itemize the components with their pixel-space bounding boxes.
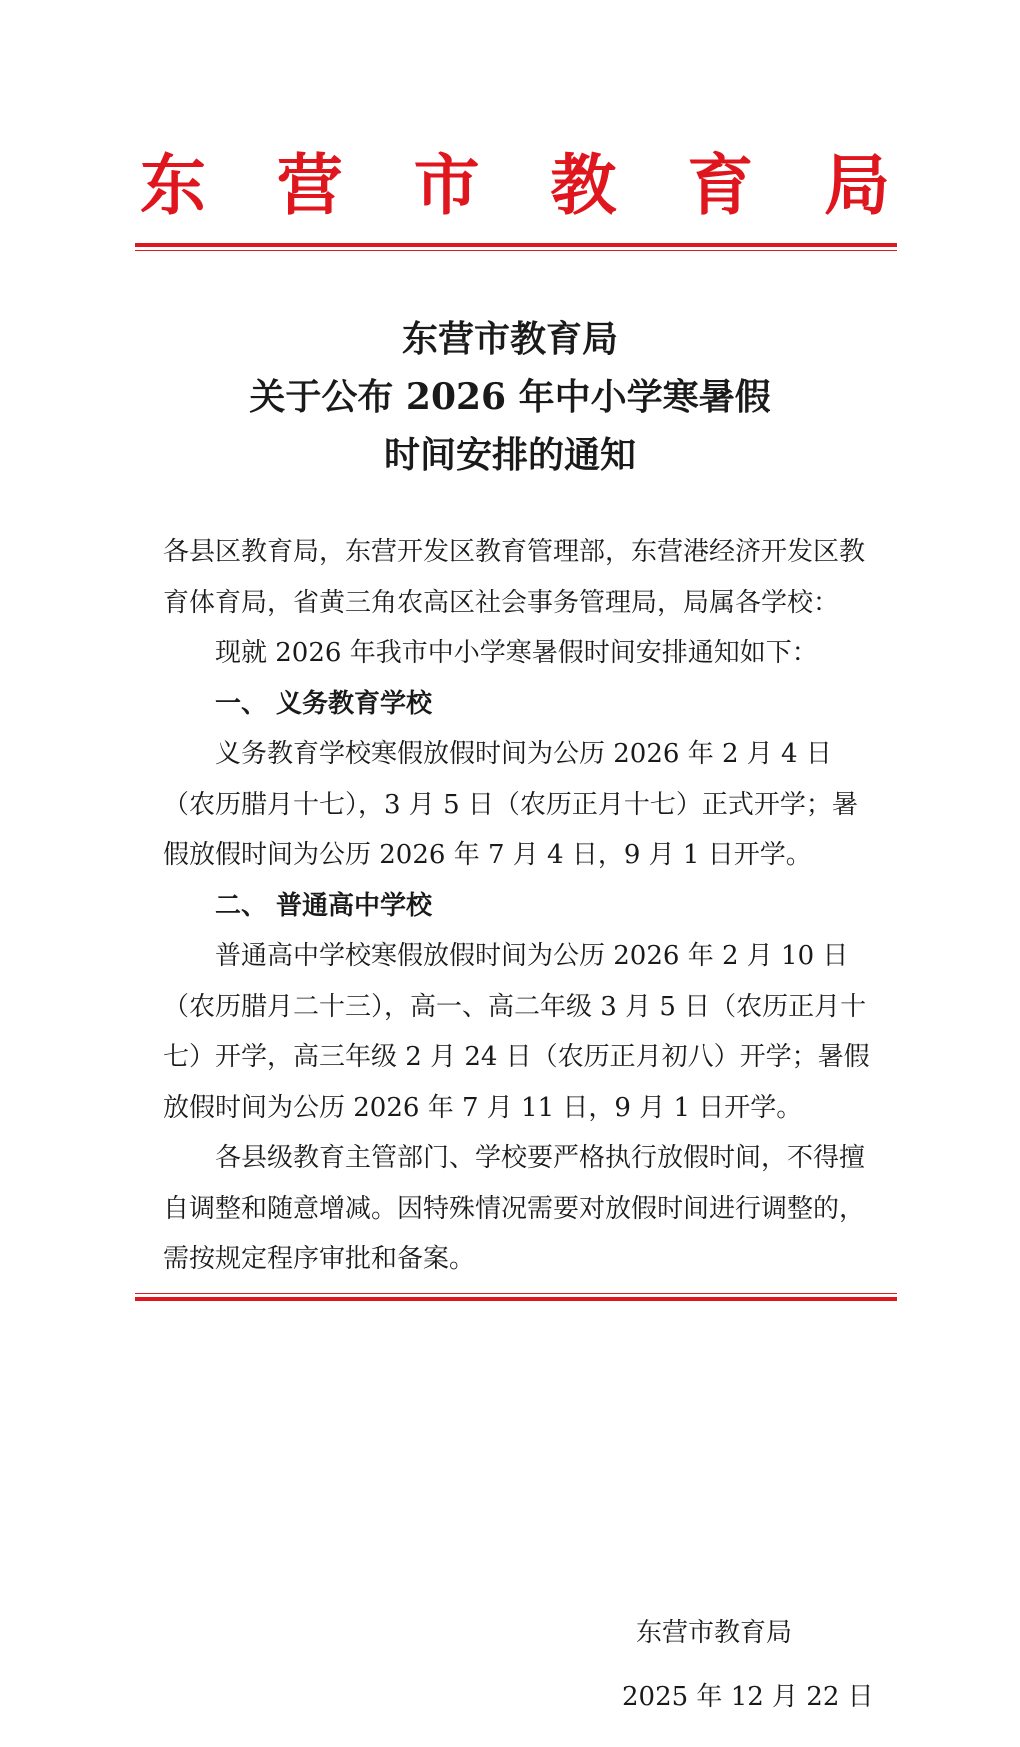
letterhead [140,140,890,230]
section-2-text: 普通高中学校寒假放假时间为公历 2026 年 2 月 10 日（农历腊月二十三），高一、高二年级 3 月 5 日（农历正月十七）开学，高三年级 2 月 24 日（农历正月初八）开学；暑假放假时间为公历 2026 年 7 月 11 日，9 月 1 日开学。 [163,941,870,1123]
letterhead-char: 局 [823,146,890,224]
letterhead-char: 营 [276,146,343,224]
intro-paragraph: 现就 2026 年我市中小学寒暑假时间安排通知如下： [215,638,818,668]
bottom-divider-thin [135,1293,897,1294]
closing-paragraph: 各县级教育主管部门、学校要严格执行放假时间，不得擅自调整和随意增减。因特殊情况需要对放假时间进行调整的，需按规定程序审批和备案。 [163,1143,866,1274]
section-2-heading: 二、 普通高中学校 [215,890,433,921]
bottom-divider-thick [135,1297,897,1301]
document-title [0,310,1020,484]
letterhead-char: 市 [413,146,480,224]
top-divider-thin [135,250,897,251]
letterhead-char: 东 [140,146,206,224]
document-body [163,527,875,1285]
signature-date: 2025 年 12 月 22 日 [622,1682,874,1712]
title-line-3: 时间安排的通知 [383,434,636,476]
section-1-text: 义务教育学校寒假放假时间为公历 2026 年 2 月 4 日（农历腊月十七），3 月 5 日（农历正月十七）正式开学；暑假放假时间为公历 2026 年 7 月 4 日，9 月 1 日开学。 [163,739,858,870]
section-1-heading: 一、 义务教育学校 [215,688,433,719]
top-divider-thick [135,243,897,247]
letterhead-char: 教 [550,146,617,224]
letterhead-char: 育 [687,146,754,224]
salutation: 各县区教育局，东营开发区教育管理部，东营港经济开发区教育体育局，省黄三角农高区社会事务管理局，局属各学校： [163,537,866,618]
title-line-1: 东营市教育局 [401,318,618,360]
signature-org: 东营市教育局 [636,1618,793,1648]
title-line-2: 关于公布 2026 年中小学寒暑假 [249,376,771,418]
